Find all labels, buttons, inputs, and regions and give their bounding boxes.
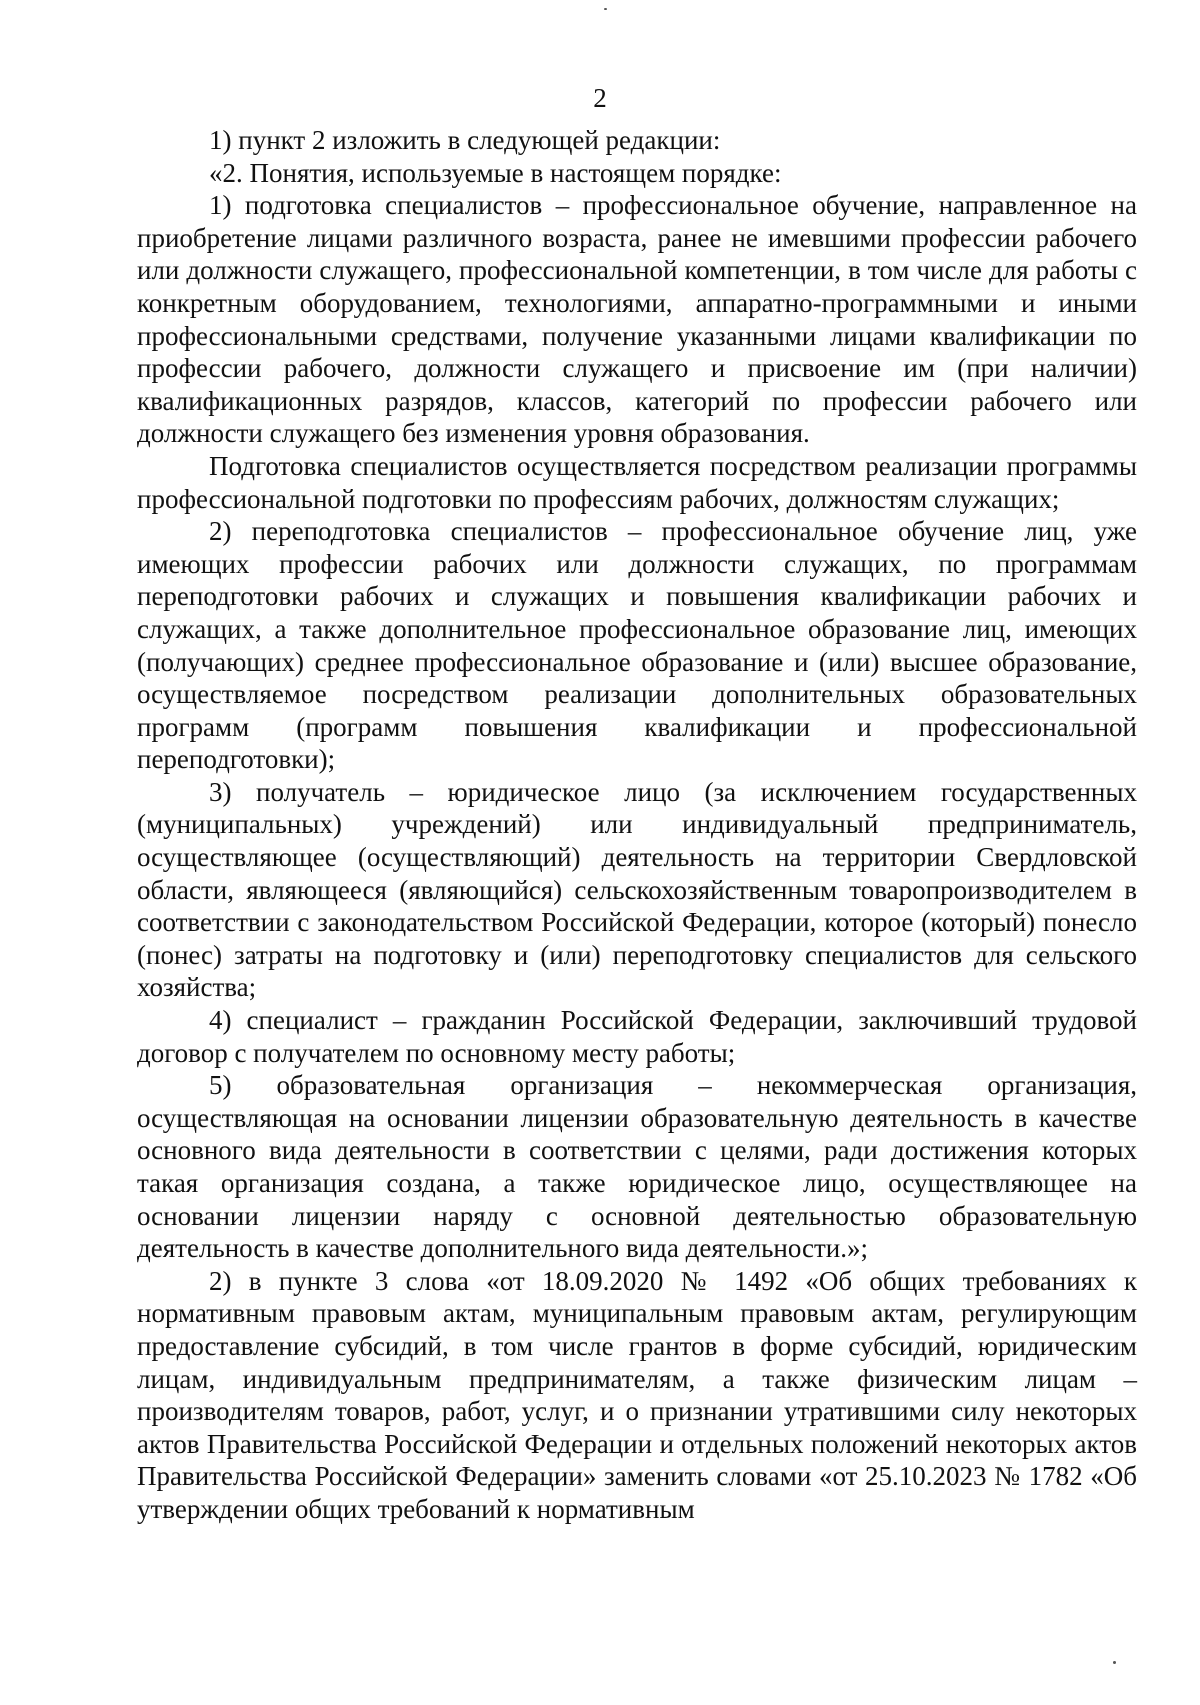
paragraph-definition-recipient: 3) получатель – юридическое лицо (за исключением государственных (муниципальных) учреждений) или индивидуальный предприниматель, осуществляющее (осуществляющий) деятельность на территории Свердловской области, являющееся (являющийся) сельскохозяйственным товаропроизводителем в соответствии с законодательством Российской Федерации, которое (который) понесло (понес) затраты на подготовку и (или) переподготовку специалистов для сельского хозяйства; (137, 776, 1137, 1003)
paragraph-definition-retraining: 2) переподготовка специалистов – профессиональное обучение лиц, уже имеющих профессии рабочих или должности служащих, по программам переподготовки рабочих и служащих и повышения квалификации рабочих и служащих, а также дополнительное профессиональное образование лиц, имеющих (получающих) среднее профессиональное образование и (или) высшее образование, осуществляемое посредством реализации дополнительных образовательных программ (программ повышения квалификации и профессиональной переподготовки); (137, 516, 1137, 775)
paragraph-amend-clause-2: 1) пункт 2 изложить в следующей редакции: (209, 125, 721, 155)
paragraph-amend-clause-3: 2) в пункте 3 слова «от 18.09.2020 № 1492 «Об общих требованиях к нормативным правовым актам, муниципальным правовым актам, регулирующим предоставление субсидий, в том числе грантов в форме субсидий, юридическим лицам, индивидуальным предпринимателям, а также физическим лицам – производителям товаров, работ, услуг, и о признании утратившими силу некоторых актов Правительства Российской Федерации и отдельных положений некоторых актов Правительства Российской Федерации» заменить словами «от 25.10.2023 № 1782 «Об утверждении общих требований к нормативным (137, 1265, 1137, 1524)
scan-speck (604, 8, 607, 10)
paragraph-training-implementation: Подготовка специалистов осуществляется посредством реализации программы профессиональной подготовки по профессиям рабочих, должностям служащих; (137, 450, 1137, 514)
scan-speck (1113, 1661, 1116, 1664)
paragraph-definition-educational-organization: 5) образовательная организация – некоммерческая организация, осуществляющая на основании лицензии образовательную деятельность в качестве основного вида деятельности в соответствии с целями, ради достижения которых такая организация создана, а также юридическое лицо, осуществляющее на основании лицензии наряду с основной деятельностью образовательную деятельность в качестве дополнительного вида деятельности.»; (137, 1070, 1137, 1264)
paragraph-definition-specialist: 4) специалист – гражданин Российской Федерации, заключивший трудовой договор с получателем по основному месту работы; (137, 1005, 1137, 1068)
document-body (137, 124, 1137, 1526)
paragraph-concepts-heading: «2. Понятия, используемые в настоящем порядке: (209, 157, 782, 188)
paragraph-definition-training: 1) подготовка специалистов – профессиональное обучение, направленное на приобретение лицами различного возраста, ранее не имевшими профессии рабочего или должности служащего, профессиональной компетенции, в том числе для работы с конкретным оборудованием, технологиями, аппаратно-программными и иными профессиональными средствами, получение указанными лицами квалификации по профессии рабочего, должности служащего и присвоение им (при наличии) квалификационных разрядов, классов, категорий по профессии рабочего или должности служащего без изменения уровня образования. (137, 190, 1137, 449)
page-number: 2 (593, 83, 607, 113)
